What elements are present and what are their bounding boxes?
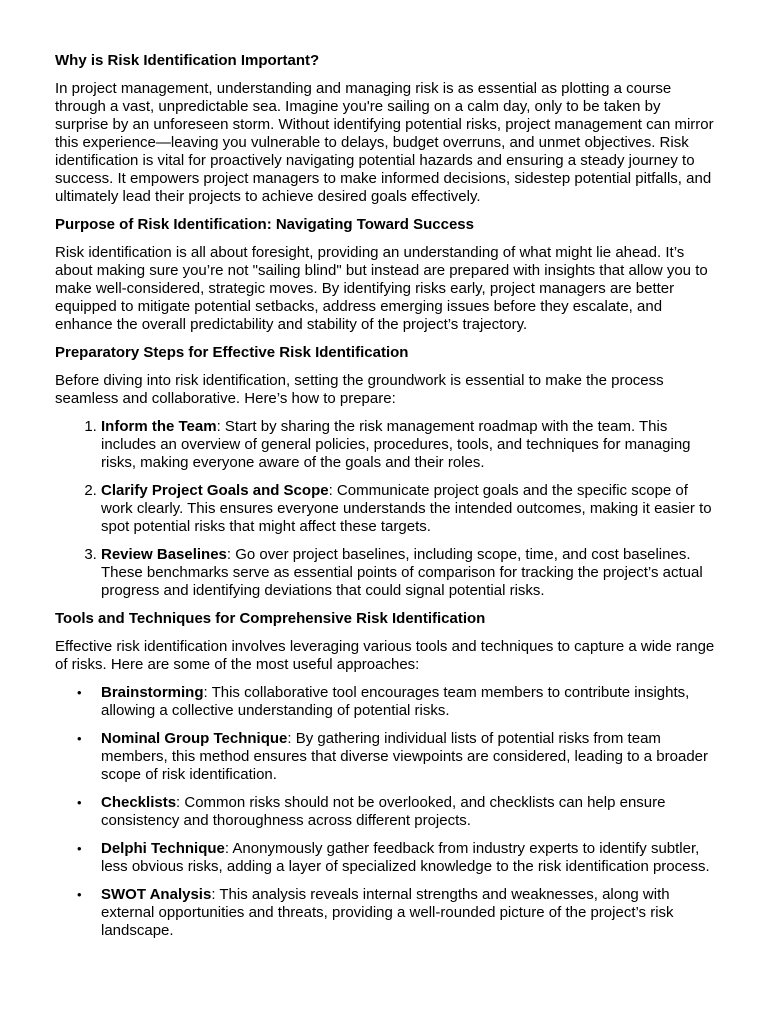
bullet-icon: • xyxy=(77,841,82,856)
heading-purpose: Purpose of Risk Identification: Navigating Toward Success xyxy=(55,216,474,233)
list-item xyxy=(77,684,716,720)
step-term: Review Baselines xyxy=(101,546,227,563)
list-item xyxy=(77,840,716,876)
tool-text: : This collaborative tool encourages team members to contribute insights, allowing a collective understanding of potential risks. xyxy=(101,684,690,719)
tool-text: : This analysis reveals internal strengths and weaknesses, along with external opportunities and threats, providing a well-rounded picture of the project’s risk landscape. xyxy=(101,886,674,939)
tools-list xyxy=(55,684,716,940)
paragraph-why-important: In project management, understanding and managing risk is as essential as plotting a course through a vast, unpredictable sea. Imagine you're sailing on a calm day, only to be taken by surprise by an unforeseen storm. Without identifying potential risks, project management can mirror this experience—leaving you vulnerable to delays, budget overruns, and unmet objectives. Risk identification is vital for proactively navigating potential hazards and ensuring a steady journey to success. It empowers project managers to make informed decisions, sidestep potential pitfalls, and ultimately lead their projects to achieve desired goals effectively. xyxy=(55,80,714,205)
tool-term: Delphi Technique xyxy=(101,840,225,857)
preparatory-steps-list xyxy=(55,418,716,600)
list-item xyxy=(77,730,716,784)
step-text: : Go over project baselines, including scope, time, and cost baselines. These benchmarks serve as essential points of comparison for tracking the project’s actual progress and identifying deviations that could signal potential risks. xyxy=(101,546,703,599)
tool-term: Nominal Group Technique xyxy=(101,730,288,747)
tool-text: : Anonymously gather feedback from industry experts to identify subtler, less obvious risks, adding a layer of specialized knowledge to the risk identification process. xyxy=(101,840,710,875)
tool-term: SWOT Analysis xyxy=(101,886,212,903)
list-item xyxy=(101,418,716,472)
list-item xyxy=(101,482,716,536)
bullet-icon: • xyxy=(77,795,82,810)
step-term: Inform the Team xyxy=(101,418,217,435)
list-item xyxy=(77,886,716,940)
step-text: : Start by sharing the risk management roadmap with the team. This includes an overview of general policies, procedures, tools, and techniques for managing risks, making everyone aware of the goals and their roles. xyxy=(101,418,691,471)
bullet-icon: • xyxy=(77,685,82,700)
paragraph-tools-techniques: Effective risk identification involves leveraging various tools and techniques to capture a wide range of risks. Here are some of the most useful approaches: xyxy=(55,638,715,673)
tool-term: Checklists xyxy=(101,794,177,811)
step-term: Clarify Project Goals and Scope xyxy=(101,482,329,499)
tool-text: : Common risks should not be overlooked, and checklists can help ensure consistency and thoroughness across different projects. xyxy=(101,794,666,829)
tool-term: Brainstorming xyxy=(101,684,204,701)
step-text: : Communicate project goals and the specific scope of work clearly. This ensures everyone understands the intended outcomes, making it easier to spot potential risks that might affect these targets. xyxy=(101,482,712,535)
paragraph-purpose: Risk identification is all about foresight, providing an understanding of what might lie ahead. It’s about making sure you’re not "sailing blind" but instead are prepared with insights that allow you to make well-considered, strategic moves. By identifying risks early, project managers are better equipped to mitigate potential setbacks, address emerging issues before they escalate, and enhance the overall predictability and stability of the project’s trajectory. xyxy=(55,244,708,333)
bullet-icon: • xyxy=(77,887,82,902)
heading-why-important: Why is Risk Identification Important? xyxy=(55,52,320,69)
paragraph-preparatory-steps: Before diving into risk identification, setting the groundwork is essential to make the process seamless and collaborative. Here’s how to prepare: xyxy=(55,372,664,407)
bullet-icon: • xyxy=(77,731,82,746)
tool-text: : By gathering individual lists of potential risks from team members, this method ensures that diverse viewpoints are considered, leading to a broader scope of risk identification. xyxy=(101,730,708,783)
list-item xyxy=(77,794,716,830)
list-item xyxy=(101,546,716,600)
heading-preparatory-steps: Preparatory Steps for Effective Risk Identification xyxy=(55,344,409,361)
heading-tools-techniques: Tools and Techniques for Comprehensive Risk Identification xyxy=(55,610,486,627)
